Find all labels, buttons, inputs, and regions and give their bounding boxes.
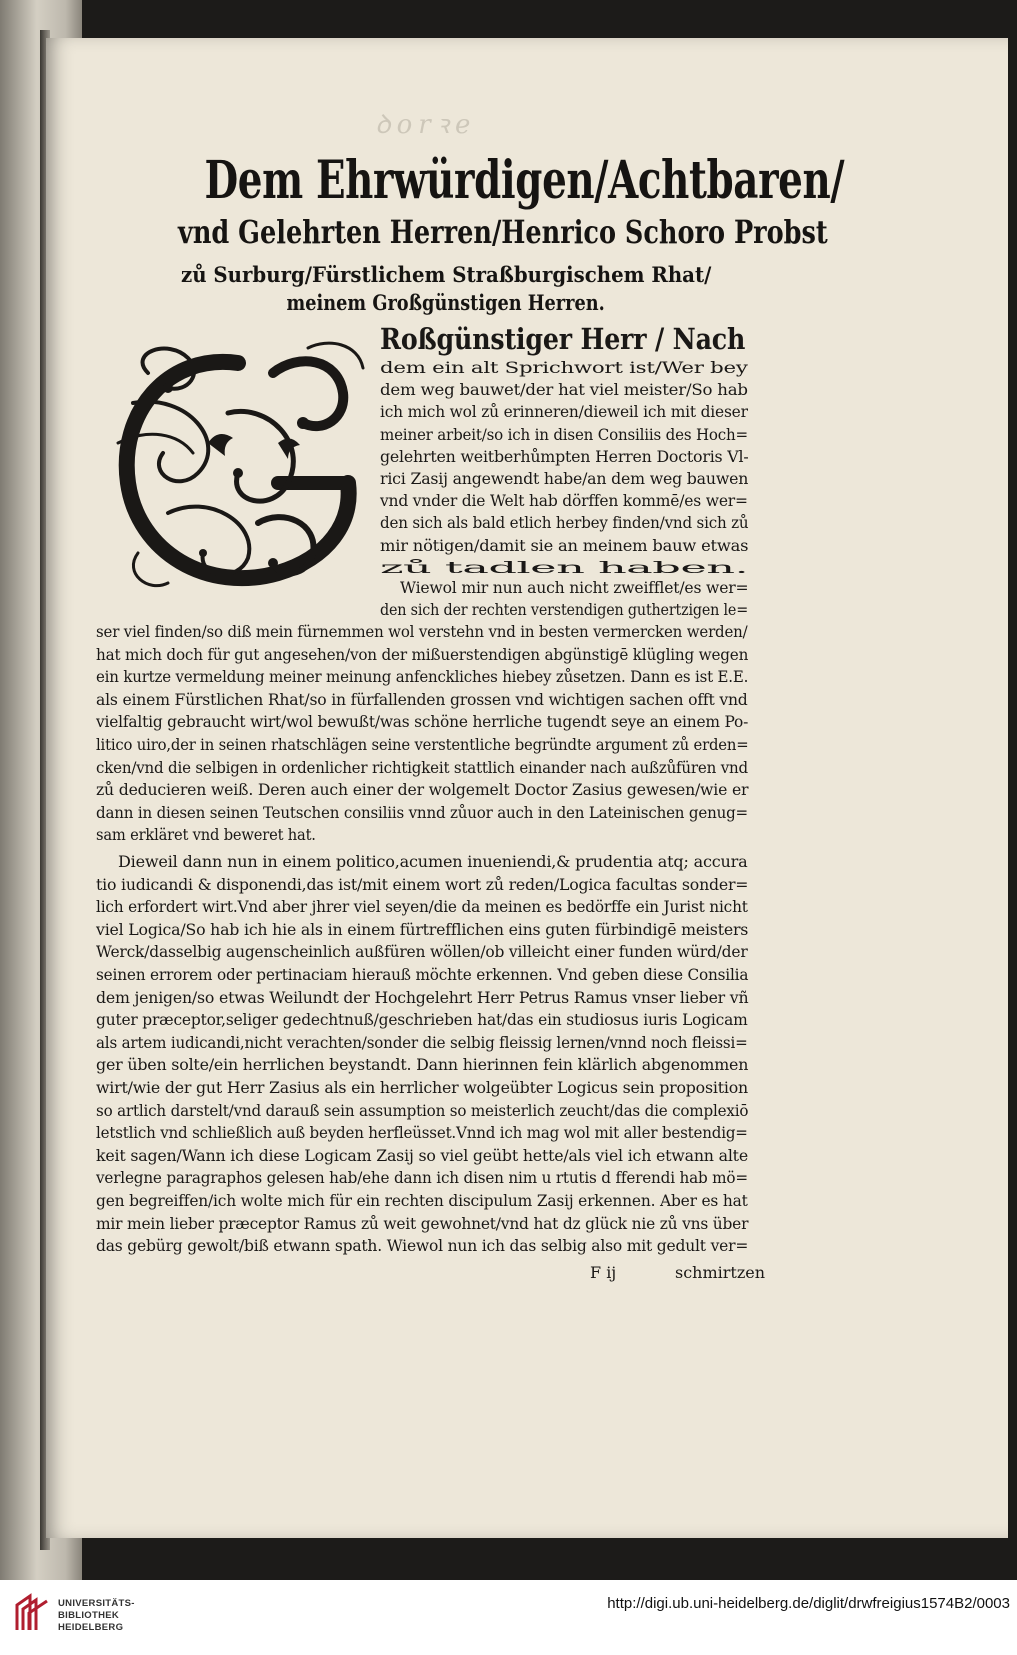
text-line: keit sagen/Wann ich diese Logicam Zasij so viel geübt hette/als viel ich etwann alte [96, 1145, 748, 1165]
text-line: verlegne paragraphos gelesen hab/ehe dann ich disen nim u rtutis d fferendi hab mö= [96, 1168, 748, 1188]
text-line: dann in diesen seinen Teutschen consiliis vnnd zůuor auch in den Lateinischen genug= [96, 802, 748, 822]
text-line: seinen errorem oder pertinaciam hierauß möchte erkennen. Vnd geben diese Consilia [96, 965, 749, 984]
text-line: ein kurtze vermeldung meiner meinung anfenckliches hiebey zůsetzen. Dann es ist E.E. [96, 667, 749, 687]
text-line: den sich als bald etlich herbey finden/vnd sich zů [380, 513, 749, 533]
text-line: guter præceptor,seliger gedechtnuß/geschrieben hat/das ein studiosus iuris Logicam [96, 1010, 748, 1030]
university-logo-icon [14, 1593, 50, 1633]
text-line: letstlich vnd schließlich auß beyden herfleüsset.Vnnd ich mag wol mit aller bestendig= [96, 1123, 748, 1143]
text-line: ger üben solte/ein herrlichen beystandt. Dann hierinnen fein klärlich abgenommen [96, 1055, 749, 1075]
text-line: ich mich wol zů erinneren/dieweil ich mit dieser [380, 402, 748, 422]
catchword: schmirtzen [675, 1263, 766, 1282]
text-line: dem ein alt Sprichwort ist/Wer bey [380, 358, 748, 377]
text-line: mir mein lieber præceptor Ramus zů weit gewohnet/vnd hat dz glück nie zů vns über [96, 1213, 749, 1233]
text-line: das gebürg gewolt/biß etwann spath. Wiewol nun ich das selbig also mit gedult ver= [96, 1236, 749, 1256]
heading-line-3: zů Surburg/Fürstlichem Straßburgischem Rhat/ [180, 262, 712, 287]
text-line: tio iudicandi & disponendi,das ist/mit einem wort zů reden/Logica facultas sonder= [96, 874, 749, 894]
footer-bar [0, 1580, 1017, 1655]
text-line: lich erfordert wirt.Vnd aber jhrer viel seyen/die da meinen es bedörffe ein Jurist nicht [96, 897, 748, 917]
text-line: vielfaltig gebraucht wirt/wol bewußt/was schöne herrliche tugendt seye an einem Po- [96, 712, 749, 732]
text-line: Dieweil dann nun in einem politico,acumen inueniendi,& prudentia atq; accura [118, 852, 748, 871]
text-line: meiner arbeit/so ich in disen Consiliis des Hoch= [380, 424, 748, 444]
text-line: gelehrten weitberhůmpten Herren Doctoris Vl- [380, 446, 749, 466]
text-line: Wiewol mir nun auch nicht zweifflet/es wer= [400, 578, 749, 597]
bleed-through-marking: ꝺorꝛe [375, 110, 477, 140]
text-line: sam erkläret vnd beweret hat. [96, 825, 316, 845]
heading-line-4: meinem Großgünstigen Herren. [286, 290, 606, 315]
signature-mark: F ij [590, 1263, 617, 1282]
text-line: cken/vnd die selbigen in ordenlicher richtigkeit stattlich einander nach außzůfüren vnd [96, 757, 748, 777]
text-line: gen begreiffen/ich wolte mich für ein rechten discipulum Zasij erkennen. Aber es hat [96, 1191, 748, 1210]
heading-line-1: Dem Ehrwürdigen/Achtbaren/ [204, 150, 845, 211]
text-line: viel Logica/So hab ich hie als in einem fürtrefflichen eins guten fürbindigē meisters [96, 919, 749, 939]
source-url-link[interactable]: http://digi.ub.uni-heidelberg.de/diglit/drwfreigius1574B2/0003 [607, 1595, 1010, 1612]
text-line: als einem Fürstlichen Rhat/so in fürfallenden grossen vnd wichtigen sachen offt vnd [96, 689, 748, 709]
text-line: rici Zasij angewendt habe/an dem weg bauwen [380, 469, 749, 488]
text-line: vnd vnder die Welt hab dörffen kommē/es wer= [380, 491, 748, 511]
text-line: Werck/dasselbig augenscheinlich außfüren wöllen/ob villeicht einer funden würd/der [96, 942, 748, 962]
text-line: ser viel finden/so diß mein fürnemmen wol verstehn vnd in besten vermercken werden/ [96, 622, 748, 641]
text-line: dem weg bauwet/der hat viel meister/So hab [380, 380, 748, 400]
text-line: so artlich darstelt/vnd darauß sein assumption so meisterlich zeucht/das die complexiō [96, 1100, 749, 1120]
text-line: Roßgünstiger Herr / Nach [380, 322, 746, 356]
logo-text-line-1: UNIVERSITÄTS- [58, 1598, 135, 1609]
logo-text-line-3: HEIDELBERG [58, 1622, 124, 1633]
text-line: wirt/wie der gut Herr Zasius als ein herrlicher wolgeübter Logicus sein proposition [96, 1078, 748, 1097]
text-line: hat mich doch für gut angesehen/von der mißuerstendigen abgünstigē klügling wegen [96, 644, 749, 664]
text-line: litico uiro,der in seinen rhatschlägen seine verstentliche begründte argument zů erden= [96, 735, 749, 754]
text-line: zů deducieren weiß. Deren auch einer der wolgemelt Doctor Zasius gewesen/wie er [96, 780, 749, 800]
text-line: dem jenigen/so etwas Weilundt der Hochgelehrt Herr Petrus Ramus vnser lieber vñ [96, 987, 749, 1007]
heading-line-2: vnd Gelehrten Herren/Henrico Schoro Probst [177, 213, 828, 251]
logo-text-line-2: BIBLIOTHEK [58, 1610, 120, 1621]
text-line: mir nötigen/damit sie an meinem bauw etwas [380, 535, 749, 555]
decorated-initial-g [108, 333, 370, 598]
text-line: als artem iudicandi,nicht verachten/sonder die selbig fleissig lernen/vnnd noch fleissi= [96, 1032, 748, 1052]
text-line: den sich der rechten verstendigen guthertzigen le= [380, 600, 749, 620]
text-line: zů tadlen haben. [380, 557, 749, 577]
